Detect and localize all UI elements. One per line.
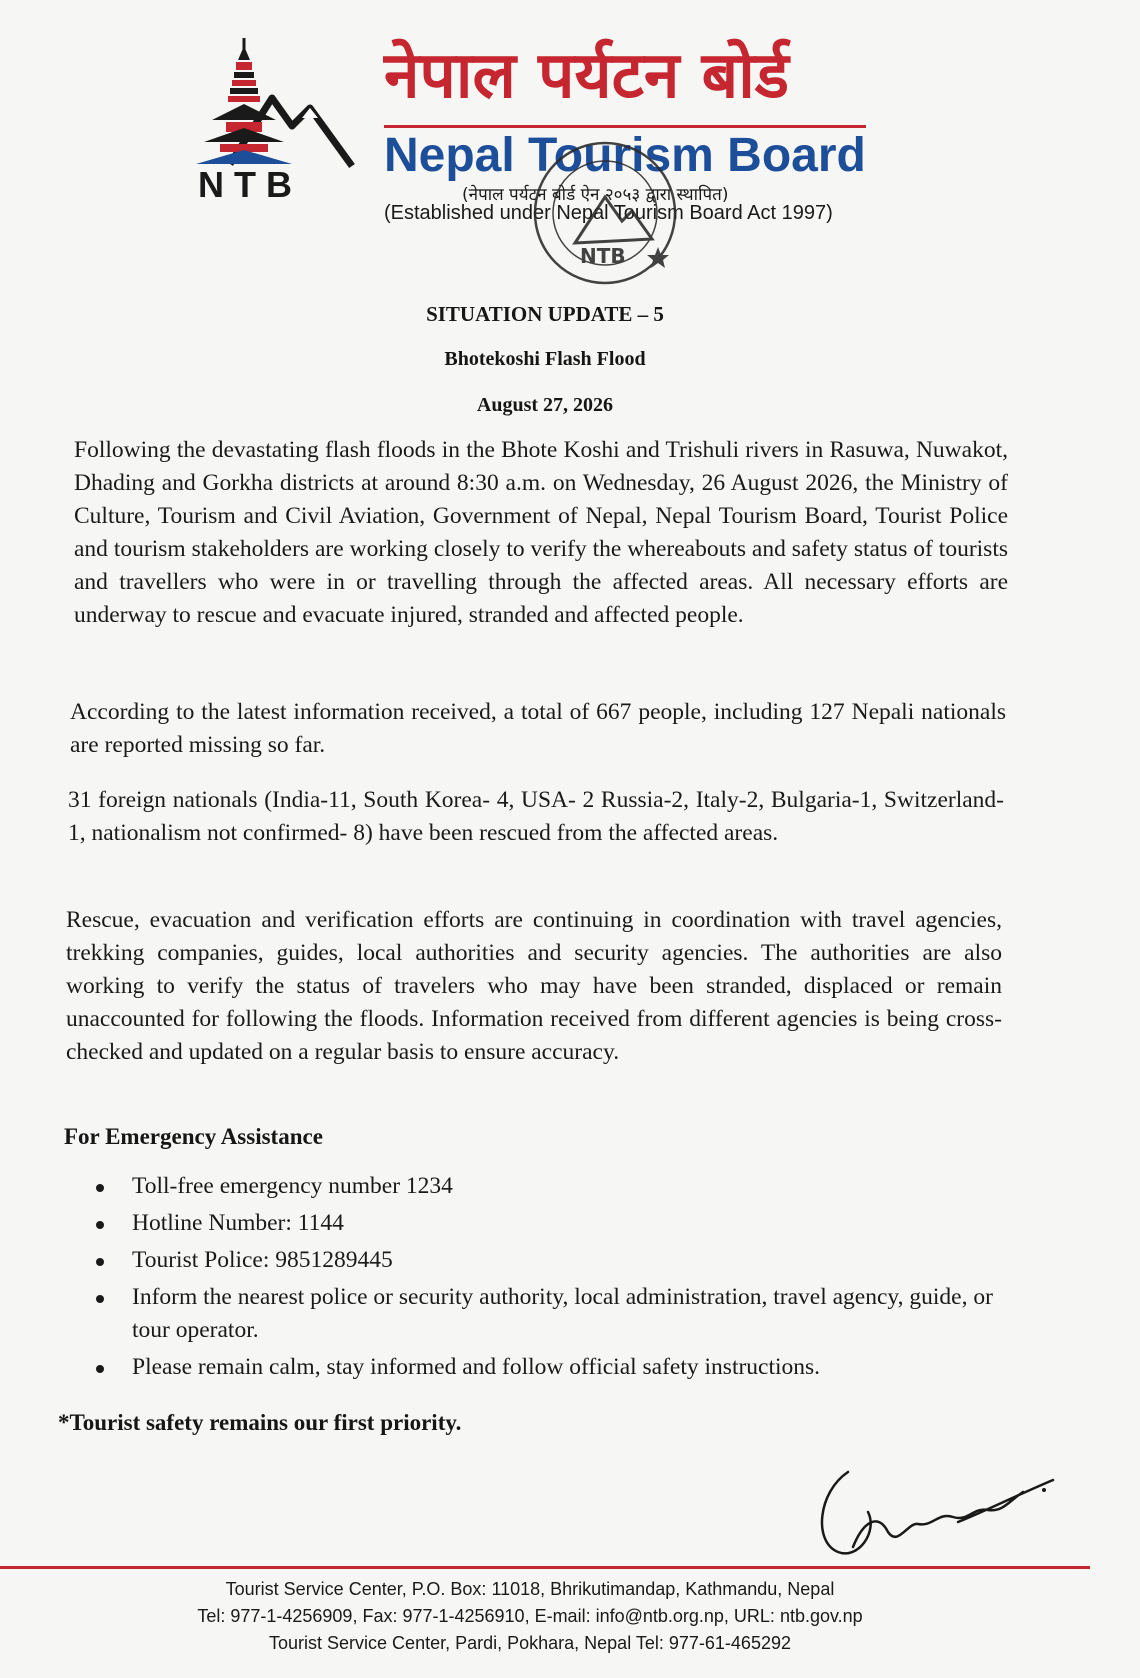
paragraph-rescued: 31 foreign nationals (India-11, South Korea- 4, USA- 2 Russia-2, Italy-2, Bulgaria-1, Switzerland-1, nationalism not confirmed- 8) have been rescued from the affected areas. — [68, 787, 1004, 846]
established-english: (Established under Nepal Tourism Board Act 1997) — [384, 202, 833, 224]
list-item — [96, 1281, 1002, 1347]
list-item — [96, 1244, 1002, 1277]
emergency-item-text: Hotline Number: 1144 — [132, 1210, 344, 1236]
list-item — [96, 1207, 1002, 1240]
emergency-item-text: Inform the nearest police or security authority, local administration, travel agency, guide, or tour operator. — [132, 1284, 993, 1343]
footer-divider — [0, 1566, 1090, 1569]
title-english: Nepal Tourism Board — [384, 129, 866, 182]
emergency-item-text: Please remain calm, stay informed and follow official safety instructions. — [132, 1354, 821, 1380]
update-heading: SITUATION UPDATE – 5 — [426, 302, 664, 326]
bullet-icon — [96, 1295, 104, 1303]
official-seal-stamp — [520, 135, 690, 300]
footer-pokhara: Tourist Service Center, Pardi, Pokhara, Nepal Tel: 977-61-465292 — [269, 1633, 791, 1653]
established-nepali: (नेपाल पर्यटन बोर्ड ऐन २०५३ द्वारा स्थापित) — [462, 185, 729, 205]
emergency-item-text: Tourist Police: 9851289445 — [132, 1247, 393, 1273]
signature-icon — [808, 1452, 1058, 1562]
emergency-item-text: Toll-free emergency number 1234 — [132, 1173, 453, 1199]
event-heading: Bhotekoshi Flash Flood — [444, 348, 646, 370]
bullet-icon — [96, 1365, 104, 1373]
paragraph-efforts: Rescue, evacuation and verification efforts are continuing in coordination with travel agencies, trekking companies, guides, local authorities and security agencies. The authorities are also working to verify the status of travelers who may have been stranded, displaced or remain unaccounted for following the floods. Information received from different agencies is being cross-checked and updated on a regular basis to ensure accuracy. — [66, 907, 1002, 1065]
list-item — [96, 1351, 1002, 1384]
footer-address: Tourist Service Center, P.O. Box: 11018, Bhrikutimandap, Kathmandu, Nepal — [225, 1579, 835, 1599]
logo-letters: NTB — [198, 164, 302, 205]
bullet-icon — [96, 1221, 104, 1229]
title-divider — [384, 125, 866, 128]
bullet-icon — [96, 1184, 104, 1192]
emergency-list — [96, 1170, 1002, 1388]
footer-contact: Tel: 977-1-4256909, Fax: 977-1-4256910, E-mail: info@ntb.org.np, URL: ntb.gov.np — [197, 1606, 863, 1626]
bullet-icon — [96, 1258, 104, 1266]
title-nepali: नेपाल पर्यटन बोर्ड — [384, 39, 790, 113]
paragraph-missing: According to the latest information received, a total of 667 people, including 127 Nepali nationals are reported missing so far. — [70, 699, 1006, 758]
date-heading: August 27, 2026 — [476, 394, 614, 416]
paragraph-situation: Following the devastating flash floods in the Bhote Koshi and Trishuli rivers in Rasuwa, Nuwakot, Dhading and Gorkha districts at around 8:30 a.m. on Wednesday, 26 August 2026, the Ministry of Culture, Tourism and Civil Aviation, Government of Nepal, Nepal Tourism Board, Tourist Police and tourism stakeholders are working closely to verify the whereabouts and safety status of tourists and travellers who were in or travelling through the affected areas. All necessary efforts are underway to rescue and evacuate injured, stranded and affected people. — [74, 437, 1008, 628]
emergency-heading: For Emergency Assistance — [64, 1124, 323, 1149]
safety-note: *Tourist safety remains our first priority. — [58, 1410, 462, 1435]
list-item — [96, 1170, 1002, 1203]
svg-text:NTB: NTB — [580, 244, 626, 268]
